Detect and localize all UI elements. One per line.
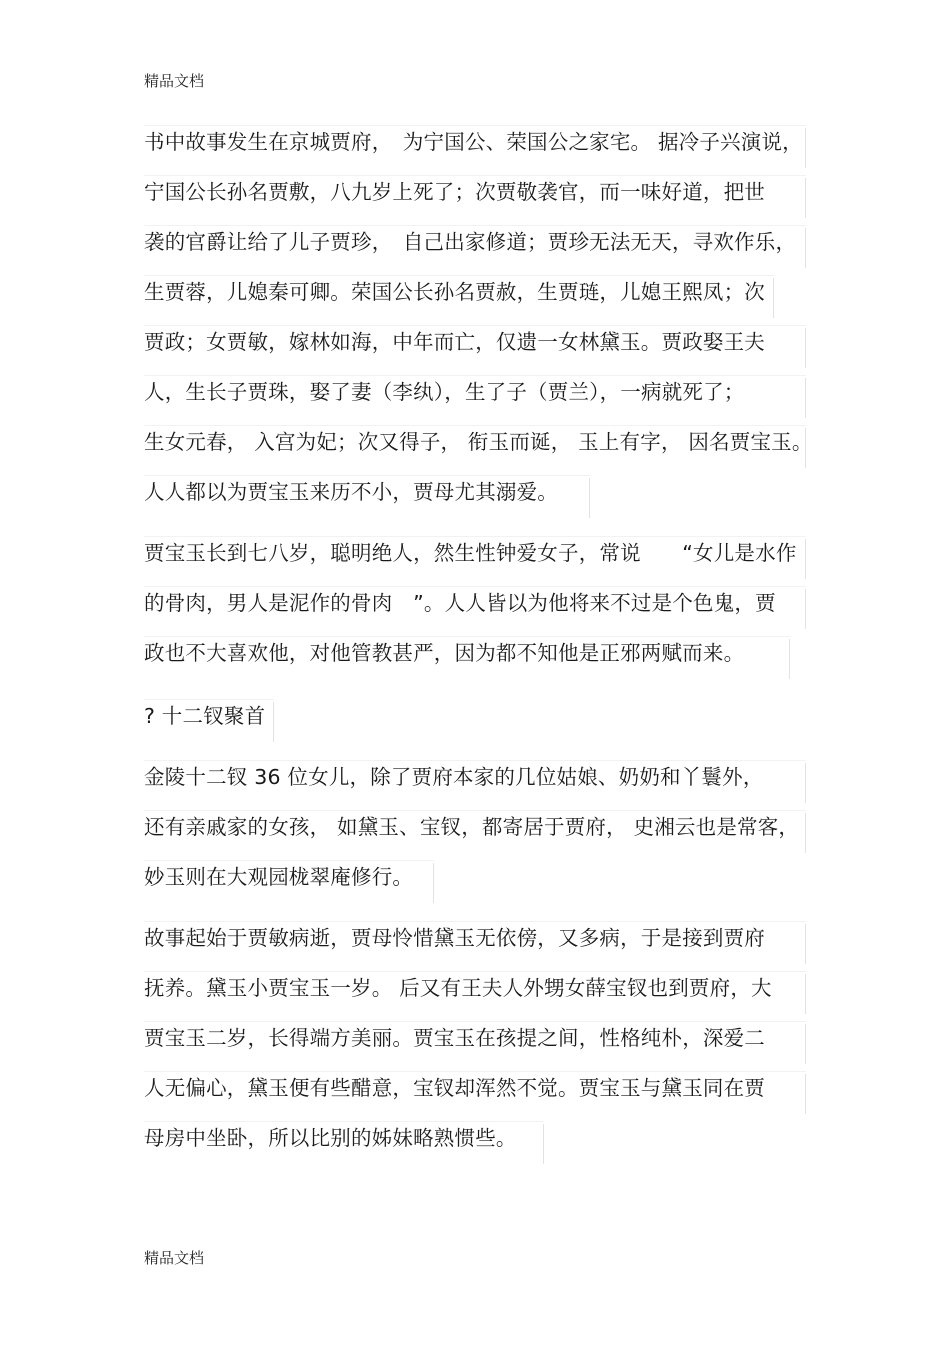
text-line: 生贾蓉，儿媳秦可卿。荣国公长孙名贾赦，生贾琏，儿媳王熙凤；次 [144, 270, 774, 320]
section-heading-text: ? 十二钗聚首 [144, 694, 274, 744]
text-line: 母房中坐卧，所以比别的姊妹略熟惯些。 [144, 1116, 544, 1166]
text-line: 袭的官爵让给了儿子贾珍， 自己出家修道；贾珍无法无天，寻欢作乐， [144, 220, 806, 270]
text-line: 的骨肉，男人是泥作的骨肉 ”。人人皆以为他将来不过是个色鬼，贾 [144, 581, 806, 631]
paragraph-2 [144, 531, 806, 681]
page-header-label: 精品文档 [144, 72, 205, 90]
text-line: 人人都以为贾宝玉来历不小，贾母尤其溺爱。 [144, 470, 590, 520]
text-line: 金陵十二钗 36 位女儿，除了贾府本家的几位姑娘、奶奶和丫鬟外， [144, 755, 806, 805]
text-line: 还有亲戚家的女孩， 如黛玉、宝钗，都寄居于贾府， 史湘云也是常客， [144, 805, 806, 855]
text-line: 贾政；女贾敏，嫁林如海，中年而亡，仅遗一女林黛玉。贾政娶王夫 [144, 320, 806, 370]
text-line: 妙玉则在大观园栊翠庵修行。 [144, 855, 434, 905]
text-line: 贾宝玉二岁，长得端方美丽。贾宝玉在孩提之间，性格纯朴，深爱二 [144, 1016, 806, 1066]
text-line: 故事起始于贾敏病逝，贾母怜惜黛玉无依傍，又多病，于是接到贾府 [144, 916, 806, 966]
paragraph-4 [144, 916, 806, 1166]
text-line: 政也不大喜欢他，对他管教甚严，因为都不知他是正邪两赋而来。 [144, 631, 790, 681]
text-line: 抚养。黛玉小贾宝玉一岁。 后又有王夫人外甥女薛宝钗也到贾府，大 [144, 966, 806, 1016]
section-heading [144, 694, 806, 744]
text-line: 贾宝玉长到七八岁，聪明绝人，然生性钟爱女子，常说 “女儿是水作 [144, 531, 806, 581]
text-line: 宁国公长孙名贾敷，八九岁上死了；次贾敬袭官，而一味好道，把世 [144, 170, 806, 220]
paragraph-1 [144, 120, 813, 520]
text-line: 生女元春， 入宫为妃；次又得子， 衔玉而诞， 玉上有字， 因名贾宝玉。 [144, 420, 806, 470]
text-line: 人，生长子贾珠，娶了妻（李纨），生了子（贾兰），一病就死了； [144, 370, 806, 420]
text-line: 书中故事发生在京城贾府， 为宁国公、荣国公之家宅。 据冷子兴演说， [144, 120, 806, 170]
text-line: 人无偏心，黛玉便有些醋意，宝钗却浑然不觉。贾宝玉与黛玉同在贾 [144, 1066, 806, 1116]
document-body [144, 120, 813, 1166]
paragraph-3 [144, 755, 806, 905]
page-footer-label: 精品文档 [144, 1249, 205, 1267]
